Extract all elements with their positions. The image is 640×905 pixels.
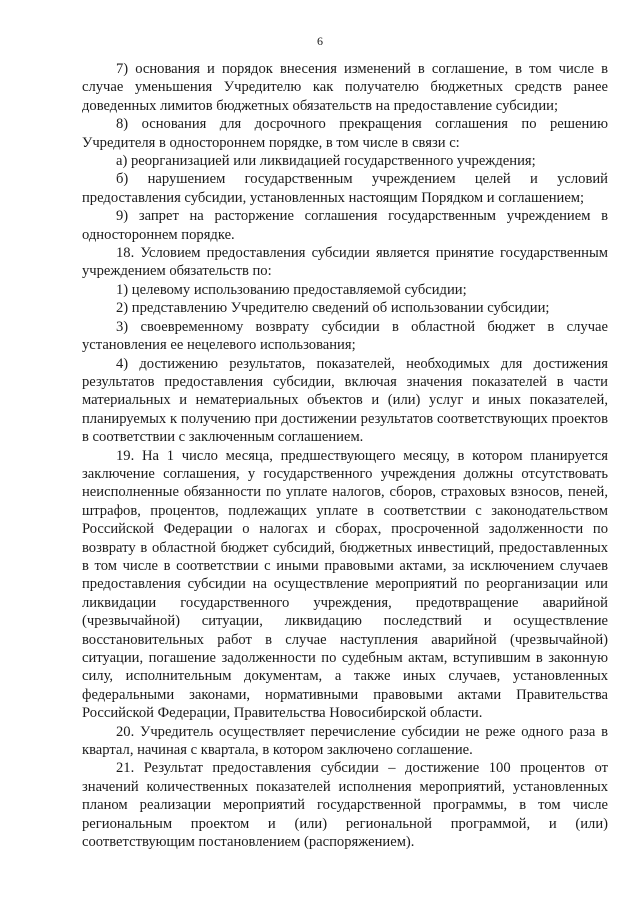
paragraph-7-amendment-grounds: 7) основания и порядок внесения изменений в соглашение, в том числе в случае уменьшения Учредителю как получателю бюджетных средств ранее доведенных лимитов бюджетных обязательств на предоставление субсидии; <box>82 61 608 114</box>
clause-21: 21. Результат предоставления субсидии – достижение 100 процентов от значений количественных показателей исполнения мероприятий, установленных планом реализации мероприятий государственной программы, в том числе региональным проектом и (или) региональной программой, и (или) соответствующим постановлением (распоряжением). <box>82 760 608 851</box>
page-number: 6 <box>317 34 323 48</box>
paragraph-8-termination-grounds: 8) основания для досрочного прекращения соглашения по решению Учредителя в одностороннем порядке, в том числе в связи с: <box>82 116 608 151</box>
paragraph-9-termination-ban: 9) запрет на расторжение соглашения государственным учреждением в одностороннем порядке. <box>82 208 608 243</box>
clause-18-item-1: 1) целевому использованию предоставляемой субсидии; <box>116 281 467 298</box>
clause-18-item-4: 4) достижению результатов, показателей, необходимых для достижения результатов предоставления субсидии, включая значения показателей в части материальных и нематериальных объектов и (или) услуг и иных показателей, планируемых к получению при достижении результатов соответствующих проектов в соответствии с заключенным соглашением. <box>82 355 608 446</box>
paragraph-8b-violation: б) нарушением государственным учреждением целей и условий предоставления субсидии, установленных настоящим Порядком и соглашением; <box>82 171 608 206</box>
clause-19: 19. На 1 число месяца, предшествующего месяцу, в котором планируется заключение соглашения, у государственного учреждения должны отсутствовать неисполненные обязанности по уплате налогов, сборов, страховых взносов, пеней, штрафов, процентов, подлежащих уплате в соответствии с законодательством Российской Федерации о налогах и сборах, просроченной задолженности по возврату в областной бюджет субсидий, бюджетных инвестиций, предоставленных в том числе в соответствии с иными правовыми актами, за исключением случаев предоставления субсидии на осуществление мероприятий по реорганизации или ликвидации государственного учреждения, предотвращение аварийной (чрезвычайной) ситуации, ликвидацию последствий и осуществление восстановительных работ в случае наступления аварийной (чрезвычайной) ситуации, погашение задолженности по судебным актам, вступившим в законную силу, исполнительным документам, а также иных случаев, установленных федеральными законами, нормативными правовыми актами Правительства Российской Федерации, Правительства Новосибирской области. <box>82 447 608 722</box>
clause-18-intro: 18. Условием предоставления субсидии является принятие государственным учреждением обязательств по: <box>82 245 608 280</box>
clause-18-item-3: 3) своевременному возврату субсидии в областной бюджет в случае установления ее нецелевого использования; <box>82 318 608 354</box>
clause-18-item-2: 2) представлению Учредителю сведений об использовании субсидии; <box>116 300 550 317</box>
document-body <box>82 60 608 851</box>
paragraph-8a-reorganization: а) реорганизацией или ликвидацией государственного учреждения; <box>116 153 536 170</box>
clause-20: 20. Учредитель осуществляет перечисление субсидии не реже одного раза в квартал, начиная с квартала, в котором заключено соглашение. <box>82 723 608 759</box>
